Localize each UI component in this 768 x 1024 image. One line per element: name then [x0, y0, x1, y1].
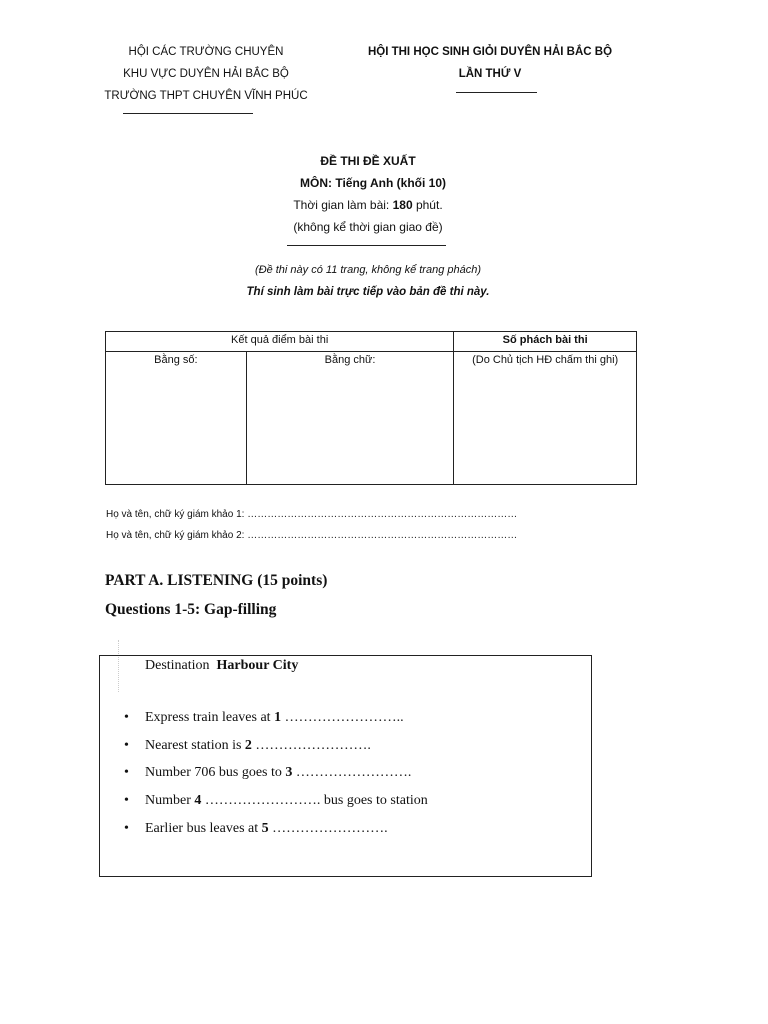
- code-note: (Do Chủ tịch HĐ chấm thi ghi): [454, 352, 637, 485]
- exam-subject: MÔN: Tiếng Anh (khối 10): [300, 176, 446, 190]
- gap-item-2: [145, 738, 371, 754]
- header-left-line3: TRƯỜNG THPT CHUYÊN VĨNH PHÚC: [104, 90, 308, 102]
- bullet: •: [124, 710, 129, 725]
- gap-item-4: [145, 793, 428, 809]
- bullet: •: [124, 821, 129, 836]
- gap-item-1: [145, 710, 404, 726]
- bullet: •: [124, 793, 129, 808]
- header-left-line2: KHU VỰC DUYÊN HẢI BẮC BỘ: [123, 68, 289, 80]
- destination-label: Destination: [145, 658, 210, 673]
- header-left-underline: [123, 113, 253, 114]
- part-a-questions: Questions 1-5: Gap-filling: [105, 601, 277, 618]
- header-right-line1: HỘI THI HỌC SINH GIỎI DUYÊN HẢI BẮC BỘ: [367, 46, 613, 58]
- header-left: [95, 41, 317, 107]
- exam-time-suffix: phút.: [412, 198, 443, 212]
- gap-blank[interactable]: ……………………..: [281, 710, 404, 725]
- exam-time-value: 180: [392, 198, 413, 212]
- gap-number: 2: [244, 738, 252, 753]
- result-header: Kết quả điểm bài thi: [106, 332, 454, 352]
- examiner-2-line: Họ và tên, chữ ký giám khảo 2: ………………………………………………………………………: [106, 530, 518, 541]
- gap-number: 3: [285, 765, 293, 780]
- gap-blank[interactable]: …………………….: [268, 821, 388, 836]
- bullet: •: [124, 765, 129, 780]
- gap-blank[interactable]: …………………….: [292, 765, 412, 780]
- score-table: [105, 331, 637, 485]
- header-right-line2: LẦN THỨ V: [458, 68, 522, 80]
- gap-item-text: Number: [145, 793, 195, 808]
- gap-item-5: [145, 821, 388, 837]
- code-header: Số phách bài thi: [454, 332, 637, 352]
- exam-time-prefix: Thời gian làm bài:: [293, 198, 393, 212]
- header-right: [360, 41, 620, 85]
- gap-number: 4: [194, 793, 202, 808]
- bullet: •: [124, 738, 129, 753]
- gap-blank[interactable]: ……………………. bus goes to station: [201, 793, 428, 808]
- destination-value: Harbour City: [216, 658, 299, 673]
- score-by-words[interactable]: Bằng chữ:: [246, 352, 454, 485]
- header-right-underline: [456, 92, 537, 93]
- gap-item-3: [145, 765, 411, 781]
- gap-item-text: Number 706 bus goes to: [145, 765, 286, 780]
- gap-item-text: Earlier bus leaves at: [145, 821, 262, 836]
- gap-number: 5: [261, 821, 269, 836]
- exam-title: ĐỀ THI ĐỀ XUẤT: [320, 154, 416, 168]
- score-by-number[interactable]: Bằng số:: [106, 352, 247, 485]
- part-a-title: PART A. LISTENING (15 points): [105, 572, 328, 589]
- header-left-line1: HỘI CÁC TRƯỜNG CHUYÊN: [128, 46, 284, 58]
- exam-title-underline: [287, 245, 446, 246]
- destination-row: [145, 658, 298, 674]
- gap-blank[interactable]: …………………….: [251, 738, 371, 753]
- gap-item-text: Nearest station is: [145, 738, 245, 753]
- pages-note: (Đề thi này có 11 trang, không kể trang phách): [254, 264, 482, 276]
- exam-time-note: (không kể thời gian giao đề): [293, 220, 443, 234]
- examiner-1-line: Họ và tên, chữ ký giám khảo 1: ………………………………………………………………………: [106, 509, 518, 520]
- instruction: Thí sinh làm bài trực tiếp vào bản đề thi này.: [246, 286, 490, 298]
- gap-item-text: Express train leaves at: [145, 710, 275, 725]
- gap-number: 1: [274, 710, 282, 725]
- exam-time: [268, 198, 468, 212]
- gap-fill-box: [99, 655, 592, 877]
